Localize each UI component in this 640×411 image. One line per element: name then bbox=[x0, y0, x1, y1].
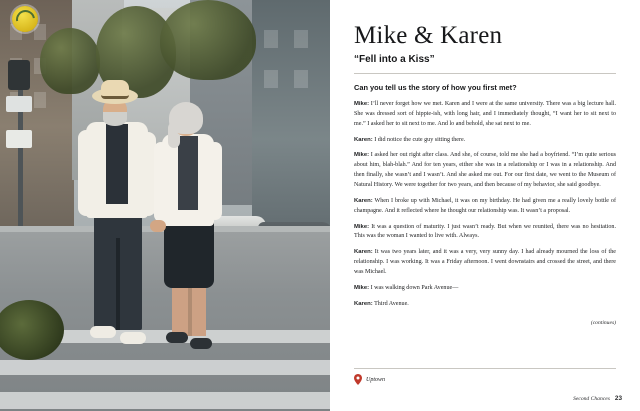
window bbox=[264, 70, 278, 88]
speaker-label: Mike: bbox=[354, 223, 370, 230]
publisher-logo-badge bbox=[12, 6, 38, 32]
interview-paragraph bbox=[354, 248, 616, 278]
woman-shoe bbox=[166, 332, 188, 343]
woman-hair bbox=[169, 102, 203, 134]
couple-figures bbox=[70, 88, 260, 398]
speaker-label: Mike: bbox=[354, 284, 370, 291]
tree bbox=[40, 28, 100, 94]
woman-shoe bbox=[190, 338, 212, 349]
paragraph-text: When I broke up with Michael, it was on my birthday. He had given me a really lovely bottle of champagne. And it reflected where he thought our relationship was. It wasn’t a proposal. bbox=[354, 197, 616, 214]
speaker-label: Mike: bbox=[354, 152, 370, 159]
interview-paragraph bbox=[354, 100, 616, 130]
man-shoe bbox=[120, 332, 146, 344]
paragraph-text: Third Avenue. bbox=[372, 300, 409, 307]
paragraph-text: I did notice the cute guy sitting there. bbox=[372, 136, 466, 143]
location-footer bbox=[354, 374, 385, 385]
story-page bbox=[330, 0, 640, 411]
window bbox=[294, 70, 308, 88]
page-subtitle: “Fell into a Kiss” bbox=[354, 54, 435, 65]
page-number: 23 bbox=[614, 395, 622, 402]
location-divider bbox=[354, 368, 616, 369]
man-shoe bbox=[90, 326, 116, 338]
paragraph-text: I asked her out right after class. And she, of course, told me she had a boyfriend. “I’m quite serious about him, blah-blah.” And for ten years, either she was in a relationship or I was in a relationship. And then finally, she wasn’t and I wasn’t. And she asked me out. For our first date, we went to the Museum of Natural History. We were together for two years, and then because of my behavior, she said goodbye. bbox=[354, 152, 616, 188]
window bbox=[34, 92, 46, 108]
interview-paragraph bbox=[354, 136, 616, 146]
paragraph-text: It was a question of maturity. I just wasn’t ready. But when we reunited, there was no hesitation. This was the woman I wanted to live with. Always. bbox=[354, 223, 616, 240]
interview-question: Can you tell us the story of how you first met? bbox=[354, 83, 517, 92]
map-pin-icon bbox=[354, 374, 362, 385]
window bbox=[294, 30, 308, 48]
interview-paragraph bbox=[354, 284, 616, 294]
street-sign bbox=[6, 96, 32, 112]
man-leg-gap bbox=[116, 238, 120, 330]
woman-skirt bbox=[164, 220, 214, 288]
page-title: Mike & Karen bbox=[354, 22, 503, 49]
traffic-signal-icon bbox=[8, 60, 30, 90]
interview-paragraph bbox=[354, 197, 616, 217]
continues-note: (continues) bbox=[590, 319, 616, 326]
window bbox=[264, 30, 278, 48]
paragraph-text: I was walking down Park Avenue— bbox=[369, 284, 459, 291]
held-hands bbox=[150, 220, 166, 232]
story-column bbox=[354, 22, 616, 326]
speaker-label: Karen: bbox=[354, 300, 373, 307]
speaker-label: Karen: bbox=[354, 136, 373, 143]
interview-paragraph bbox=[354, 300, 616, 310]
building-right bbox=[252, 0, 330, 232]
woman-top bbox=[178, 136, 198, 210]
speaker-label: Karen: bbox=[354, 249, 373, 256]
woman-leg-gap bbox=[188, 288, 192, 336]
location-label: Uptown bbox=[366, 376, 386, 383]
speaker-label: Mike: bbox=[354, 100, 370, 107]
street-sign bbox=[6, 130, 32, 148]
paragraph-text: I’ll never forget how we met. Karen and I were at the same university. There was a big lecture hall. She was dressed sort of hippie-ish, with long hair, and I immediately thought, “I want her to sit next to me.” I asked her to sit next to me. And lo and behold, she sat next to me. bbox=[354, 100, 616, 127]
man-beard bbox=[103, 112, 127, 126]
title-divider bbox=[354, 73, 616, 74]
speaker-label: Karen: bbox=[354, 197, 373, 204]
man-hat-crown bbox=[101, 80, 129, 99]
paragraph-text: It was two years later, and it was a very, very sunny day. I had already mourned the loss of the relationship. I was working. It was a Friday afternoon. I went downstairs and crossed the street, and there was Michael. bbox=[354, 249, 616, 276]
interview-paragraph bbox=[354, 151, 616, 190]
man-shirt bbox=[106, 124, 128, 204]
window bbox=[34, 24, 46, 40]
page-footer bbox=[573, 395, 622, 402]
tree bbox=[160, 0, 256, 80]
interview-paragraph bbox=[354, 223, 616, 243]
book-title: Second Chances bbox=[573, 396, 610, 402]
